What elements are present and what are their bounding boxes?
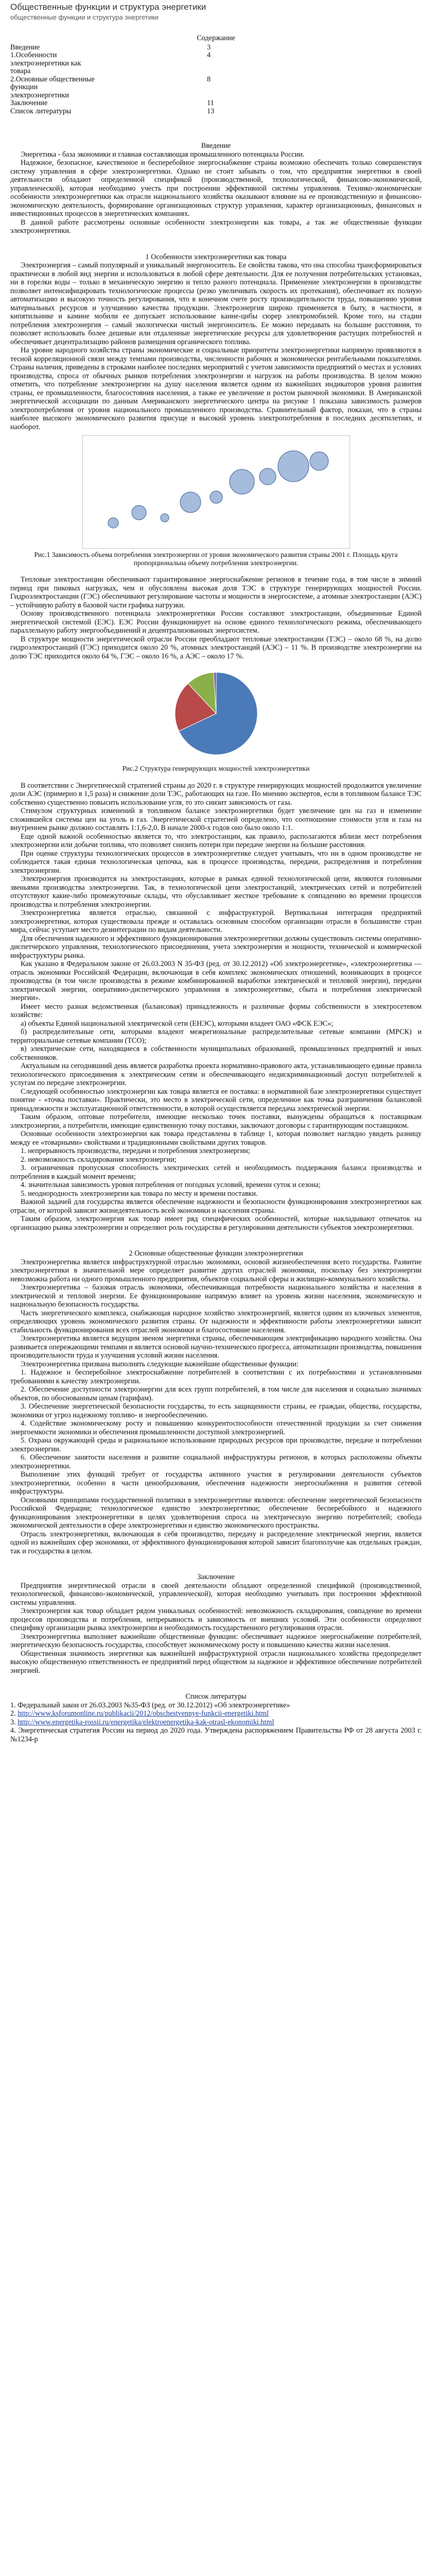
- paragraph: Тепловые электростанции обеспечивают гарантированное энергоснабжение регионов в течение года, в том числе в зимний период при пиковых нагрузках, чем и обусловлена высокая доля ТЭС в структуре генерирующих мощностей России. Гидроэлектростанции (ГЭС) обеспечивают регулирование частоты и мощности в энергосистеме, а атомные электростанции (АЭС) – устойчивую работу в базовой части графика нагрузки.: [10, 575, 422, 609]
- intro-heading: Введение: [201, 142, 231, 150]
- conclusion-heading: Заключение: [197, 1573, 235, 1581]
- chart-bubble: [230, 469, 254, 494]
- section1-heading: 1 Особенности электроэнергетики как товара: [145, 252, 287, 261]
- paragraph: Основные особенности электроэнергии как товара представлены в таблице 1, которая позволяет наглядно увидеть разницу между ее «товарными» свойствами и традиционными свойствами других товаров.: [10, 1130, 422, 1147]
- reference-item: [10, 1718, 422, 1727]
- functions-list: [10, 1368, 422, 1470]
- references-heading: Список литературы: [185, 1692, 247, 1701]
- paragraph: В соответствии с Энергетической стратегией страны до 2020 г. в структуре генерирующих мощностей продолжится увеличение доли АЭС (примерно в 1,5 раза) и снижение доли ТЭС, работающих на газе. По мнению экспертов, если в топливном балансе ТЭС собственно существенно повысить использование угля, то это снизит зависимость от газа.: [10, 781, 422, 807]
- section2-body: [10, 1258, 422, 1369]
- paragraph: Таким образом, оптовые потребители, имеющие несколько точек поставки, вынуждены обращаться к поставщикам электроэнергии, а потребители, имеющие единственную точку поставки, заключают договоры с гарантирующим поставщиком.: [10, 1113, 422, 1130]
- reference-text: 3.: [10, 1718, 18, 1726]
- paragraph: Надежное, безопасное, качественное и бесперебойное энергоснабжение страны возможно обеспечить только совершенствуя систему управления в сфере электроэнергетики. Однако не стоит забывать о том, что предприятия энергетики в своей деятельности обладают определенной спецификой (производственной, технологической, финансово-экономической, управленческой), которая необходимо учесть при построении эффективной системы управления. Технико-экономические особенности электроэнергетики как отрасли национального хозяйства оказывают влияние на ее производственную и финансово-экономическую деятельность, формирование организационных структур управления, характер организационных, финансовых и инвестиционных процессов в энергетических компаниях.: [10, 159, 422, 218]
- pie-chart: [134, 665, 299, 762]
- paragraph: Электроэнергетика призвана выполнять следующие важнейшие общественные функции:: [21, 1360, 299, 1368]
- reference-link[interactable]: http://www.energetika-rossii.ru/energetika/elektroenergetika-kak-otrasl-ekonomiki.html: [18, 1718, 274, 1726]
- figure-2-caption: Рис.2 Структура генерирующих мощностей электроэнергетики: [122, 765, 310, 772]
- chart-bubble: [210, 491, 222, 503]
- references-list: [10, 1701, 422, 1744]
- paragraph: Электроэнергия как товар обладает рядом уникальных особенностей: невозможность складирования, совпадение во времени процессов производства и потребления, непрерывность и зависимость от внешних условий. Эти особенности определяют специфику организации рынка электроэнергии и необходимость государственного регулирования отрасли.: [10, 1607, 422, 1632]
- section2-heading: 2 Основные общественные функции электроэнергетики: [129, 1249, 303, 1258]
- figure-2: [10, 665, 422, 762]
- paragraph: В данной работе рассмотрены основные особенности электроэнергии как товара, а так же общественные функции электроэнергетики.: [10, 218, 422, 235]
- toc-row[interactable]: [10, 108, 309, 116]
- toc-row-page: 4: [207, 51, 211, 59]
- toc-row-page: 8: [207, 75, 211, 83]
- paragraph: Как указано в Федеральном законе от 26.03.2003 N 35-ФЗ (ред. от 30.12.2012) «Об электроэнергетике», «электроэнергетика — отрасль экономики Российской Федерации, включающая в себя комплекс экономических отношений, возникающих в процессе производства (в том числе производства в режиме комбинированной выработки электрической и тепловой энергии), передачи электрической энергии, оперативно-диспетчерского управления в электроэнергетике, сбыта и потребления электрической энергии».: [10, 960, 422, 1002]
- document-body: [0, 34, 436, 1743]
- paragraph: 1. непрерывность производства, передачи и потребления электроэнергии;: [21, 1147, 250, 1155]
- paragraph: Важной задачей для государства является обеспечение надежности и безопасности функционирования электроэнергетики как отрасли, от которой зависит жизнедеятельность всей экономики и населения страны.: [10, 1198, 422, 1215]
- toc-row-page: 13: [207, 107, 215, 115]
- chart-bubble: [310, 452, 328, 470]
- paragraph: Стимулом структурных изменений в топливном балансе электроэнергетики будет увеличение цен на газ и изменение сложившейся системы цен на уголь и газ. Энергетической стратегией определено, что соотношение стоимости угля и газа на внутреннем рынке должно составлять 1:1,6-2,0. В начале 2000-х годов оно было около 1:1.: [10, 807, 422, 832]
- paragraph: При оценке структуры технологических процессов в электроэнергетике следует учитывать, что ни в одном производстве не соблюдается такая единая технологическая цепочка, как в процессе производства, передачи, распределения и потребления электроэнергии.: [10, 849, 422, 875]
- paragraph: Отрасль электроэнергетики, включающая в себя производство, передачу и распределение электрической энергии, является одной из важнейших сфер экономики, от эффективного функционирования которой зависит благополучие как отдельных граждан, так и государства в целом.: [10, 1530, 422, 1555]
- section1-body: [10, 261, 422, 431]
- document-title: Общественные функции и структура энергетики: [10, 2, 206, 12]
- paragraph: Основу производственного потенциала электроэнергетики России составляют электростанции, объединенные Единой энергетической системой (ЕЭС). ЕЭС России функционирует на основе единого технологического режима, обеспечивающего параллельную работу энергообъединений и децентрализованных энергосистем.: [10, 609, 422, 635]
- paragraph: б) распределительные сети, которыми владеют межрегиональные распределительные сетевые компании (МРСК) и территориальные сетевые компании (ТСО);: [10, 1028, 422, 1045]
- section2-closing: [10, 1470, 422, 1555]
- paragraph: 2. невозможность складирования электроэнергии;: [21, 1155, 177, 1164]
- paragraph: Электроэнергетика является ведущим звеном энергетики страны, обеспечивающим электрификацию народного хозяйства. Она развивается опережающими темпами и является основой научно-технического прогресса, автоматизации производства, повышения производительности труда и улучшения условий жизни населения.: [10, 1334, 422, 1360]
- toc-row-page: 11: [207, 99, 214, 107]
- paragraph: 6. Обеспечение занятости населения и развитие социальной инфраструктуры регионов, в которых расположены объекты электроэнергетики.: [10, 1453, 422, 1470]
- paragraph: Для обеспечения надежного и эффективного функционирования электроэнергетики должны существовать системы оперативно-диспетчерского управления, технологического присоединения, учета электроэнергии и мощности, технической и коммерческой инфраструктуры рынка.: [10, 934, 422, 960]
- chart-bubble: [161, 514, 169, 522]
- paragraph: Выполнение этих функций требует от государства активного участия в регулировании деятельности субъектов электроэнергетики, особенно в части ценообразования, обеспечения надежности энергоснабжения и развития сетевой инфраструктуры.: [10, 1470, 422, 1496]
- paragraph: Следующей особенностью электроэнергии как товара является ее поставка: в нормативной базе электроэнергетики существует понятие - «точка поставки». Практически, это место в электрической сети, определенное как точка разграничения балансовой принадлежности и эксплуатационной ответственности, в которой осуществляется передача электрической энергии.: [10, 1087, 422, 1113]
- reference-item: [10, 1726, 422, 1743]
- paragraph: Таким образом, электроэнергия как товар имеет ряд специфических особенностей, которые накладывают отпечаток на организацию рынка электроэнергии и определяют роль государства в регулировании деятельности субъектов электроэнергетики.: [10, 1215, 422, 1232]
- chart-bubble: [132, 505, 146, 520]
- toc-row-label: Введение: [10, 43, 40, 52]
- paragraph: 5. Охрана окружающей среды и рациональное использование природных ресурсов при производстве, передаче и потреблении электроэнергии.: [10, 1436, 422, 1453]
- toc-row[interactable]: [10, 76, 309, 100]
- reference-text: 4. Энергетическая стратегия России на период до 2020 года. Утверждена распоряжением Правительства РФ от 28 августа 2003 г. №1234-р: [10, 1726, 422, 1743]
- paragraph: 4. значительная зависимость уровня потребления от погодных условий, времени суток и сезона;: [21, 1181, 321, 1189]
- paragraph: Общественная значимость энергетики как важнейшей инфраструктурной отрасли национального хозяйства предопределяет высокую общественную ответственность ее предприятий перед обществом за надежное и эффективное обеспечение потребителей энергией.: [10, 1649, 422, 1675]
- conclusion-body: [10, 1582, 422, 1675]
- paragraph: Предприятия энергетической отрасли в своей деятельности обладают определенной спецификой (производственной, технологической, финансово-экономической, управленческой), которая необходимо учитывать при построении эффективной системы управления.: [10, 1581, 422, 1607]
- paragraph: Электроэнергия производится на электростанциях, которые в рамках единой технологической цепи, являются головными звеньями производства электроэнергии. Так, в технологической цепи электростанций, электрических сетей и потребителей отсутствуют какие-либо промежуточные склады, что обуславливает жесткое требование к совпадению во времени процессов производства и потребления электроэнергии.: [10, 875, 422, 909]
- paragraph: Электроэнергетика выполняет важнейшие общественные функции: обеспечивает надежное энергоснабжение потребителей, энергетическую безопасность государства, способствует экономическому росту и повышению качества жизни населения.: [10, 1632, 422, 1649]
- paragraph: Основными принципами государственной политики в электроэнергетике являются: обеспечение энергетической безопасности Российской Федерации; технологическое единство электроэнергетики; обеспечение бесперебойного и надежного функционирования электроэнергетики в целях удовлетворения спроса на электрическую энергию потребителей; свобода экономической деятельности в сфере электроэнергетики и единство экономического пространства.: [10, 1496, 422, 1530]
- chart-bubble: [108, 518, 118, 528]
- section1-body-c: [10, 782, 422, 1147]
- intro-section: [10, 150, 422, 235]
- toc-row[interactable]: [10, 52, 309, 76]
- toc-row-page: 3: [207, 43, 211, 52]
- paragraph: в) электрические сети, находящиеся в собственности муниципальных образований, промышленных предприятий и иных собственников.: [10, 1045, 422, 1062]
- toc-row-label: 2.Основные общественные функции электроэнергетики: [10, 75, 95, 99]
- reference-text: 2.: [10, 1709, 18, 1718]
- paragraph: Электроэнергия – самый популярный и уникальный энергоноситель. Ее свойства такова, что она способна трансформироваться практически в любой вид энергии и использоваться в любой сфере деятельности. Для ее получения потребительских установках, ни в горелки воды – только в механическую энергию и тепло разного потенциала. Применение электроэнергии в производстве позволяет интенсифицировать технологические процессы (резко увеличивать скорость их протекания), обеспечивает их полную автоматизацию и высокую точность регулирования, что в конечном счете росту производительности труда, повышению уровня материальных ресурсов и улучшению качества продукции. Электроэнергия широко применяется в быту, в частности, в кипятильнике и камине мобили ее допускает использование канне-цибы сюрер электромобилей. Кроме того, на стадии потребления электроэнергия – самый экологически чистый энергоноситель. Ее можно передавать на большие расстояния, то позволяет использовать более дешевые или отдаленные энергетические ресурсы для удовлетворения растущих потребностей и обеспечивает децентрализацию районов размещения органического топлива.: [10, 261, 422, 346]
- paragraph: Еще одной важной особенностью является то, что электростанции, как правило, располагаются вблизи мест потребления электроэнергии или добычи топлива, что позволяет снизить потери при передаче энергии на большие расстояния.: [10, 832, 422, 849]
- chart-bubble: [259, 468, 276, 485]
- paragraph: Имеет место разная ведомственная (балансовая) принадлежность и различные формы собственности в электросетевом хозяйстве:: [10, 1002, 422, 1019]
- toc-row[interactable]: [10, 99, 309, 108]
- table-of-contents: [10, 44, 309, 116]
- toc-row-label: 1.Особенности электроэнергетики как товара: [10, 51, 81, 75]
- paragraph: 5. неоднородность электроэнергии как товара по месту и времени поставки.: [21, 1189, 258, 1198]
- chart-bubble: [278, 451, 309, 482]
- toc-row-label: Заключение: [10, 99, 48, 107]
- section1-closing: [10, 1198, 422, 1232]
- reference-item: [10, 1709, 422, 1718]
- paragraph: Актуальным на сегодняшний день является разработка проекта нормативно-правового акта, устанавливающего единые правила технологического присоединения к электрическим сетям и обеспечивающего недискриминационный доступ потребителей к услугам по передаче электроэнергии.: [10, 1062, 422, 1087]
- scatter-chart: [82, 435, 350, 549]
- paragraph: На уровне народного хозяйства страны экономические и социальные приоритеты электроэнергетики напрямую проявляются в тесной корреляционной связи между темпами производства, численности рабочих и экономически рентабельными показателями. Страны наличия, приведены в строками наиболее последних мероприятий с учетом зависимости предприятий о местах и условиях производства, спроса от обычных рынков потребления электроэнергии и нагрузок на работы производства. В целом можно отметить, что потребление электроэнергии на душу населения является одним из важнейших индикаторов уровня развития страны, ее промышленности, благосостояния населения, а также ее увеличение и ростом рыночной экономики. В Американской энергетической ассоциации по данным Американского энергетического центра на рисунке 1 показана зависимость размеров электропотребления от уровня национального промышленного производства. Сравнительный фактор, показан, что в страны наиболее высокого экономического развития присуще и высокий уровень электропотребления в последних десятилетиях, и наоборот.: [10, 346, 422, 431]
- paragraph: 3. ограниченная пропускная способность электрических сетей и необходимость поддержания баланса производства и потребления в каждый момент времени;: [10, 1164, 422, 1181]
- reference-text: 1. Федеральный закон от 26.03.2003 №35-ФЗ (ред. от 30.12.2012) «Об электроэнергетике»: [10, 1701, 290, 1709]
- paragraph: В структуре мощности энергетической отрасли России преобладают тепловые электростанции (ТЭС) – около 68 %, на долю гидроэлектростанций (ГЭС) приходится около 20 %, атомных электростанций (АЭС) – 11 %. В производстве электроэнергии на долю ТЭС приходится около 64 %, ГЭС – около 16 %, а АЭС – около 17 %.: [10, 635, 422, 660]
- paragraph: Энергетика - база экономики и главная составляющая промышленного потенциала России.: [21, 150, 305, 159]
- figure-1-caption: Рис.1 Зависимость объема потребления электроэнергии от уровня экономического развития страны 2001 г. Площадь круга пропорциональна объему потребления электроэнергии.: [34, 551, 398, 567]
- features-list: [10, 1147, 422, 1198]
- paragraph: 3. Обеспечение энергетической безопасности государства, то есть защищенности страны, ее граждан, общества, государства, экономики от угроз надежному топливо- и энергообеспечению.: [10, 1402, 422, 1419]
- chart-bubble: [180, 492, 201, 513]
- page-header: [0, 0, 436, 22]
- paragraph: Часть энергетического комплекса, снабжающая народное хозяйство электроэнергией, является одним из ключевых элементов, определяющих уровень экономического развития страны. От надежности и эффективности работы электроэнергетики зависит стабильность функционирования всех отраслей экономики и благосостояние населения.: [10, 1309, 422, 1334]
- toc-title: Содержание: [197, 34, 235, 42]
- reference-item: [10, 1701, 422, 1710]
- paragraph: 4. Содействие экономическому росту и повышению конкурентоспособности отечественной продукции за счет снижения энергоемкости экономики и обеспечения промышленности доступной электроэнергией.: [10, 1419, 422, 1436]
- paragraph: Электроэнергетика – базовая отрасль экономики, обеспечивающая потребности национального хозяйства и населения в электрической и тепловой энергии. Ее функционирование напрямую влияет на уровень жизни населения, экономическую и национальную безопасность государства.: [10, 1283, 422, 1309]
- paragraph: Электроэнергетика является отраслью, связанной с инфраструктурой. Вертикальная интеграция предприятий электроэнергетики, которая существовала прежде и оставалась основным способом организации отрасли в большинстве стран мира, сейчас уступает место дезинтеграции по видам деятельности.: [10, 909, 422, 934]
- document-subtitle: общественные функции и структура энергетики: [10, 13, 159, 21]
- toc-row-label: Список литературы: [10, 107, 72, 115]
- reference-link[interactable]: http://www.ksforumonline.ru/publikacii/2012/obschestvennye-funkcii-energetiki.html: [18, 1709, 269, 1718]
- figure-1: [10, 435, 422, 549]
- paragraph: Электроэнергетика является инфраструктурной отраслью экономики, основой жизнеобеспечения всего государства. Развитие электроэнергетики в значительной мере определяет развитие других отраслей экономики, поскольку без электроэнергии невозможна работа ни одного промышленного предприятия, объектов социальной сферы и жилищно-коммунального хозяйства.: [10, 1258, 422, 1283]
- pie-slices: [175, 672, 257, 755]
- toc-row[interactable]: [10, 44, 309, 52]
- section1-body-b: [10, 575, 422, 660]
- paragraph: а) объекты Единой национальной электрической сети (ЕНЭС), которыми владеет ОАО «ФСК ЕЭС»;: [21, 1019, 334, 1028]
- paragraph: 1. Надежное и бесперебойное электроснабжение потребителей в соответствии с их потребностями и установленными требованиями к качеству электроэнергии.: [10, 1368, 422, 1385]
- paragraph: 2. Обеспечение доступности электроэнергии для всех групп потребителей, в том числе для населения и социально значимых объектов, по обоснованным ценам (тарифам).: [10, 1385, 422, 1402]
